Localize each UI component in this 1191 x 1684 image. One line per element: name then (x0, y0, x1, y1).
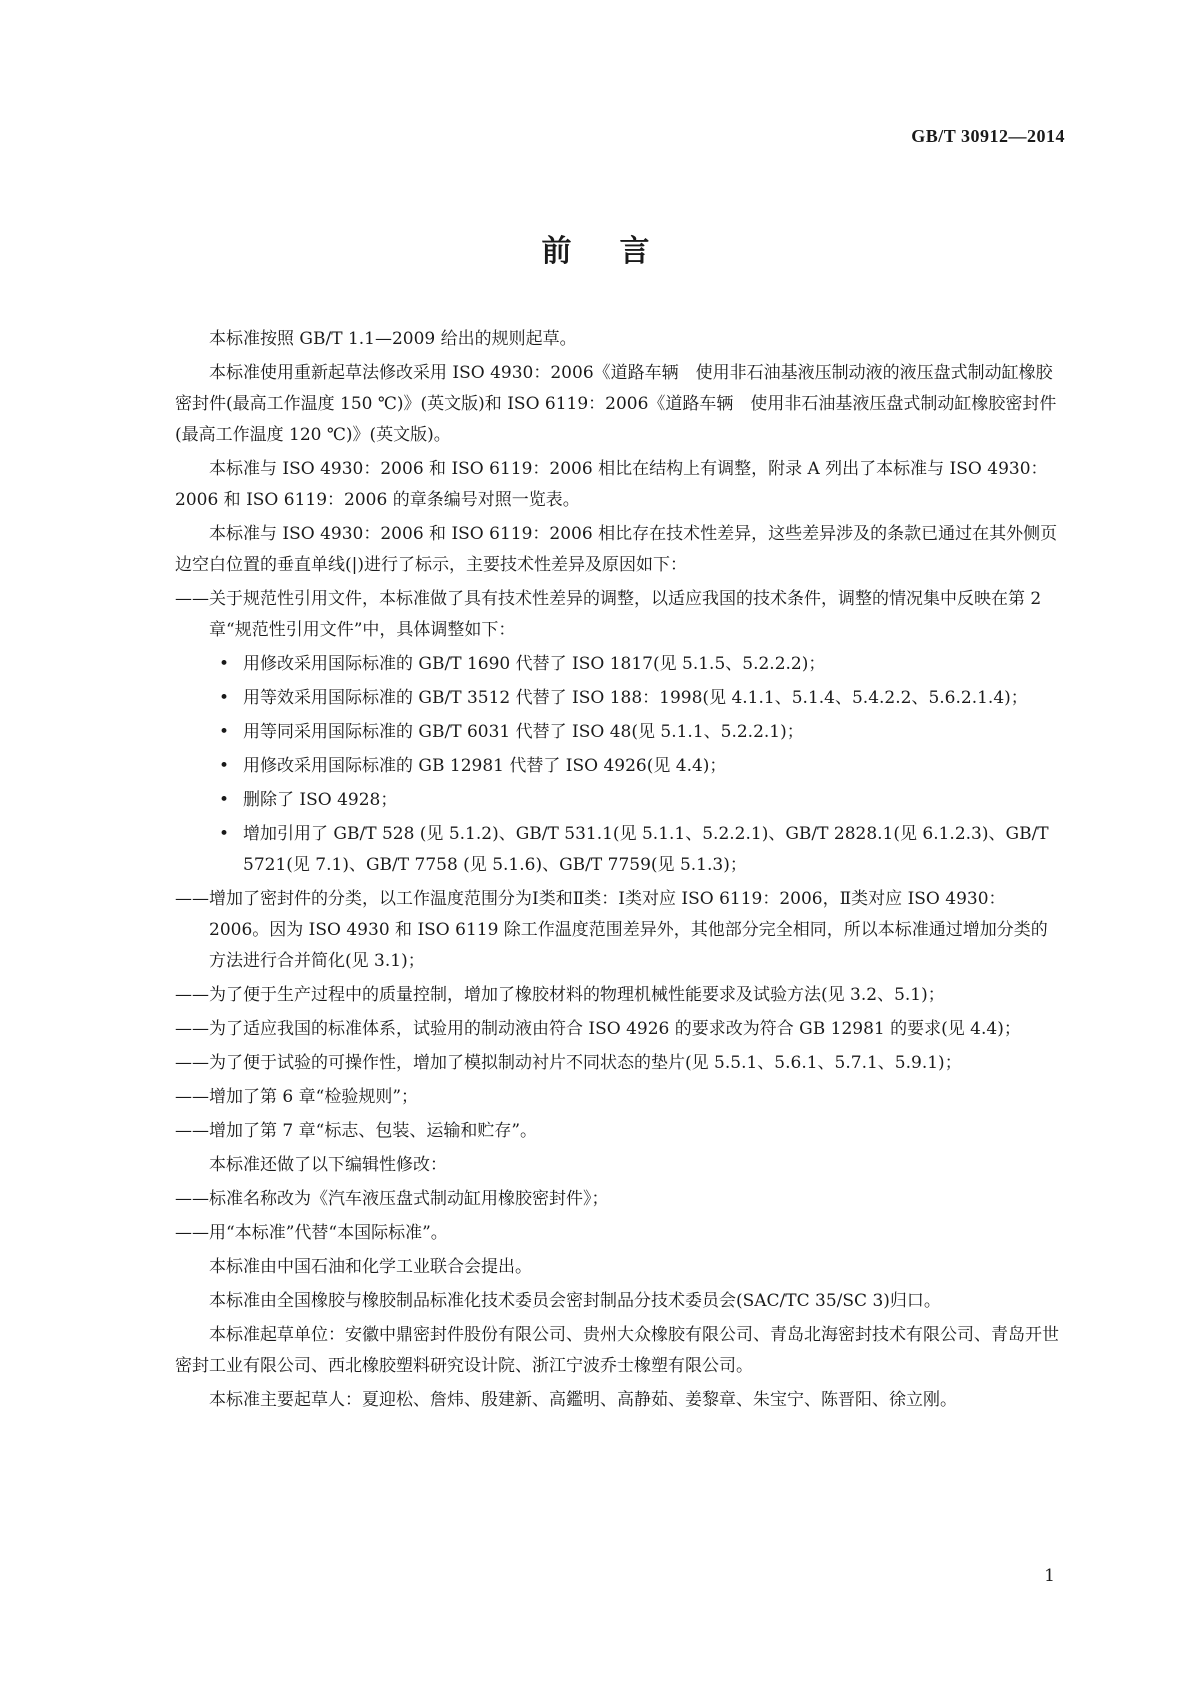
page-title: 前言 (541, 234, 698, 269)
list-item-text: 用等同采用国际标准的 GB/T 6031 代替了 ISO 48(见 5.1.1、5.2.2.1)； (243, 722, 804, 742)
list-item-text: 删除了 ISO 4928； (243, 790, 398, 810)
paragraph-structure-changes: 本标准与 ISO 4930：2006 和 ISO 6119：2006 相比在结构上有调整，附录 A 列出了本标准与 ISO 4930：2006 和 ISO 6119：2006 的章条编号对照一览表。 (175, 459, 1048, 510)
document-body (175, 324, 1060, 1419)
dash-marker: —— (175, 1189, 209, 1209)
dash-marker: —— (175, 1121, 209, 1141)
paragraph-drafting-units: 本标准起草单位：安徽中鼎密封件股份有限公司、贵州大众橡胶有限公司、青岛北海密封技术有限公司、青岛开世密封工业有限公司、西北橡胶塑料研究设计院、浙江宁波乔士橡塑有限公司。 (175, 1325, 1059, 1376)
dash-item-text: 关于规范性引用文件，本标准做了具有技术性差异的调整，以适应我国的技术条件，调整的情况集中反映在第 2 章“规范性引用文件”中，具体调整如下： (209, 589, 1042, 640)
dash-item-text: 增加了密封件的分类，以工作温度范围分为Ⅰ类和Ⅱ类：Ⅰ类对应 ISO 6119：2006，Ⅱ类对应 ISO 4930：2006。因为 ISO 4930 和 ISO 6119 除工作温度范围差异外，其他部分完全相同，所以本标准通过增加分类的方法进行合并简化(见 3.1)； (209, 889, 1048, 971)
bullet-icon: • (219, 824, 230, 844)
list-item (175, 649, 1060, 680)
dash-item-inspection-rules (175, 1082, 1060, 1113)
dash-marker: —— (175, 985, 209, 1005)
paragraph-proposer: 本标准由中国石油和化学工业联合会提出。 (209, 1257, 532, 1277)
list-item-text: 用等效采用国际标准的 GB/T 3512 代替了 ISO 188：1998(见 4.1.1、5.1.4、5.4.2.2、5.6.2.1.4)； (243, 688, 1028, 708)
dash-item-quality-control (175, 980, 1060, 1011)
paragraph-drafters: 本标准主要起草人：夏迎松、詹炜、殷建新、高鑑明、高静茹、姜黎章、朱宝宁、陈晋阳、徐立刚。 (209, 1390, 957, 1410)
dash-item-standard-name (175, 1184, 1060, 1215)
page-number: 1 (1044, 1566, 1055, 1586)
dash-item-classification (175, 884, 1060, 977)
dash-marker: —— (175, 1053, 209, 1073)
dash-item-shims (175, 1048, 1060, 1079)
dash-marker: —— (175, 589, 209, 609)
dash-item-text: 增加了第 6 章“检验规则”； (209, 1087, 419, 1107)
dash-marker: —— (175, 1087, 209, 1107)
dash-item-text: 为了适应我国的标准体系，试验用的制动液由符合 ISO 4926 的要求改为符合 GB 12981 的要求(见 4.4)； (209, 1019, 1021, 1039)
paragraph-technical-committee: 本标准由全国橡胶与橡胶制品标准化技术委员会密封制品分技术委员会(SAC/TC 35/SC 3)归口。 (209, 1291, 941, 1311)
paragraph-adoption: 本标准使用重新起草法修改采用 ISO 4930：2006《道路车辆 使用非石油基液压制动液的液压盘式制动缸橡胶密封件(最高工作温度 150 ℃)》(英文版)和 ISO 6119：2006《道路车辆 使用非石油基液压盘式制动缸橡胶密封件(最高工作温度 120 ℃)》(英文版)。 (175, 363, 1057, 445)
standard-code: GB/T 30912—2014 (911, 126, 1065, 146)
dash-item-normative-references (175, 584, 1060, 646)
dash-item-text: 为了便于生产过程中的质量控制，增加了橡胶材料的物理机械性能要求及试验方法(见 3.2、5.1)； (209, 985, 945, 1005)
list-item (175, 683, 1060, 714)
dash-item-text: 增加了第 7 章“标志、包装、运输和贮存”。 (209, 1121, 538, 1141)
dash-item-text: 用“本标准”代替“本国际标准”。 (209, 1223, 448, 1243)
dash-item-brake-fluid (175, 1014, 1060, 1045)
dash-item-text: 为了便于试验的可操作性，增加了模拟制动衬片不同状态的垫片(见 5.5.1、5.6.1、5.7.1、5.9.1)； (209, 1053, 962, 1073)
reference-changes-list (175, 649, 1060, 881)
list-item-text: 用修改采用国际标准的 GB 12981 代替了 ISO 4926(见 4.4)； (243, 756, 727, 776)
list-item (175, 751, 1060, 782)
paragraph-editorial-changes: 本标准还做了以下编辑性修改： (209, 1155, 447, 1175)
paragraph-drafting-rules: 本标准按照 GB/T 1.1—2009 给出的规则起草。 (209, 329, 577, 349)
dash-marker: —— (175, 1223, 209, 1243)
bullet-icon: • (219, 756, 230, 776)
dash-item-marking-packaging (175, 1116, 1060, 1147)
dash-marker: —— (175, 1019, 209, 1039)
list-item (175, 717, 1060, 748)
bullet-icon: • (219, 790, 230, 810)
list-item (175, 785, 1060, 816)
list-item-text: 用修改采用国际标准的 GB/T 1690 代替了 ISO 1817(见 5.1.5、5.2.2.2)； (243, 654, 826, 674)
paragraph-technical-differences: 本标准与 ISO 4930：2006 和 ISO 6119：2006 相比存在技术性差异，这些差异涉及的条款已通过在其外侧页边空白位置的垂直单线(|)进行了标示，主要技术性差异及原因如下： (175, 524, 1058, 575)
dash-item-text: 标准名称改为《汽车液压盘式制动缸用橡胶密封件》； (209, 1189, 609, 1209)
list-item (175, 819, 1060, 881)
dash-item-wording (175, 1218, 1060, 1249)
bullet-icon: • (219, 688, 230, 708)
bullet-icon: • (219, 722, 230, 742)
dash-marker: —— (175, 889, 209, 909)
bullet-icon: • (219, 654, 230, 674)
list-item-text: 增加引用了 GB/T 528 (见 5.1.2)、GB/T 531.1(见 5.1.1、5.2.2.1)、GB/T 2828.1(见 6.1.2.3)、GB/T 5721(见 7.1)、GB/T 7758 (见 5.1.6)、GB/T 7759(见 5.1.3)； (243, 824, 1049, 875)
